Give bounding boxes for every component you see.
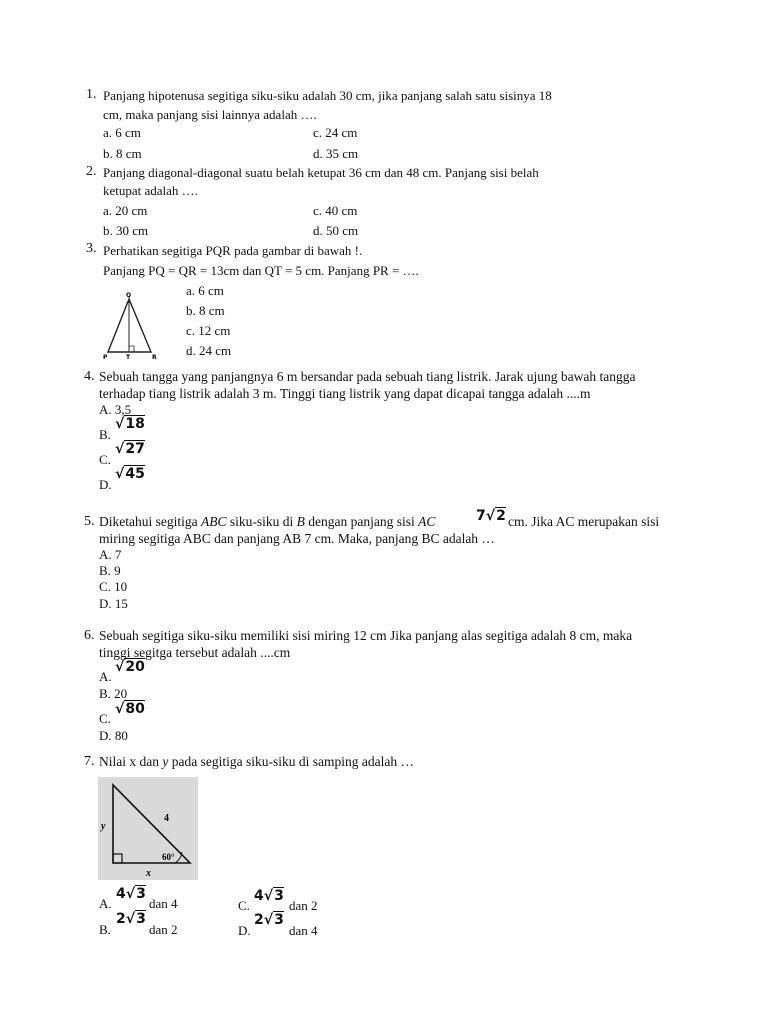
sqrt-value: √80 xyxy=(115,701,145,717)
question-number: 4. xyxy=(84,369,95,384)
question-text: Sebuah segitiga siku-siku memiliki sisi miring 12 cm Jika panjang alas segitiga adalah 8 cm, maka xyxy=(99,628,633,643)
question-number: 1. xyxy=(86,87,97,102)
option-text: dan 2 xyxy=(289,898,318,913)
option-a-label: A. xyxy=(99,669,112,684)
option-a: A. 7 xyxy=(99,547,122,562)
question-number: 5. xyxy=(84,514,95,529)
option-b-label: B. xyxy=(99,427,111,442)
option-text: dan 4 xyxy=(149,896,178,911)
question-text: cm, maka panjang sisi lainnya adalah …. xyxy=(103,107,317,122)
triangle-pqr-figure xyxy=(100,290,162,360)
question-text: ketupat adalah …. xyxy=(103,183,198,198)
option-text: dan 4 xyxy=(289,923,318,938)
option-a: a. 6 cm xyxy=(186,283,224,298)
option-c-label: C. xyxy=(99,711,111,726)
question-number: 7. xyxy=(84,754,95,769)
option-d: d. 35 cm xyxy=(313,146,359,161)
sqrt-value: 2√3 xyxy=(116,911,146,927)
vertex-label: Q xyxy=(126,292,132,299)
sqrt-value: 4√3 xyxy=(254,888,284,904)
sqrt-value: √45 xyxy=(115,466,145,482)
question-text: tinggi segitga tersebut adalah ....cm xyxy=(99,645,291,660)
vertex-label: P xyxy=(103,354,108,360)
option-b: B. 20 xyxy=(99,686,128,701)
option-c-label: C. xyxy=(99,452,111,467)
option-a: a. 6 cm xyxy=(103,125,141,140)
side-label: 4 xyxy=(164,813,169,824)
option-d: D. 15 xyxy=(99,596,128,611)
option-d: d. 24 cm xyxy=(186,343,232,358)
option-c-label: C. xyxy=(238,898,250,913)
question-text: Panjang hipotenusa segitiga siku-siku adalah 30 cm, jika panjang salah satu sisinya 18 xyxy=(103,88,552,103)
option-d: D. 80 xyxy=(99,728,128,743)
sqrt-value: √20 xyxy=(115,659,145,675)
question-number: 3. xyxy=(86,241,97,256)
right-triangle-figure xyxy=(98,777,198,880)
sqrt-value: 2√3 xyxy=(254,912,284,928)
vertex-label: R xyxy=(152,354,157,360)
question-text: cm. Jika AC merupakan sisi xyxy=(508,514,660,529)
side-label: y xyxy=(101,821,106,832)
option-d-label: D. xyxy=(238,923,251,938)
question-text: Diketahui segitiga ABC siku-siku di B dengan panjang sisi AC xyxy=(99,514,436,529)
question-text: Panjang PQ = QR = 13cm dan QT = 5 cm. Panjang PR = …. xyxy=(103,263,419,278)
option-b: b. 8 cm xyxy=(103,146,142,161)
question-text: Nilai x dan y pada segitiga siku-siku di samping adalah … xyxy=(99,754,414,769)
question-number: 6. xyxy=(84,628,95,643)
question-text: Perhatikan segitiga PQR pada gambar di bawah !. xyxy=(103,243,363,258)
option-d-label: D. xyxy=(99,477,112,492)
option-a: A. 3,5 xyxy=(99,402,132,417)
option-b: B. 9 xyxy=(99,563,121,578)
option-a: a. 20 cm xyxy=(103,203,148,218)
side-label: x xyxy=(146,868,151,879)
sqrt-value: √18 xyxy=(115,416,145,432)
option-text: dan 2 xyxy=(149,922,178,937)
option-c: c. 12 cm xyxy=(186,323,231,338)
option-c: c. 40 cm xyxy=(313,203,358,218)
vertex-label: T xyxy=(126,354,131,360)
question-number: 2. xyxy=(86,164,97,179)
option-b-label: B. xyxy=(99,922,111,937)
option-b: b. 8 cm xyxy=(186,303,225,318)
sqrt-value: √27 xyxy=(115,441,145,457)
sqrt-value: 4√3 xyxy=(116,886,146,902)
question-text: miring segitiga ABC dan panjang AB 7 cm. Maka, panjang BC adalah … xyxy=(99,531,495,546)
option-d: d. 50 cm xyxy=(313,223,359,238)
option-c: c. 24 cm xyxy=(313,125,358,140)
sqrt-value: 7√2 xyxy=(476,508,506,524)
question-text: Sebuah tangga yang panjangnya 6 m bersandar pada sebuah tiang listrik. Jarak ujung bawah tangga xyxy=(99,369,636,384)
option-a-label: A. xyxy=(99,896,112,911)
option-c: C. 10 xyxy=(99,579,128,594)
question-text: Panjang diagonal-diagonal suatu belah ketupat 36 cm dan 48 cm. Panjang sisi belah xyxy=(103,165,539,180)
question-text: terhadap tiang listrik adalah 3 m. Tinggi tiang listrik yang dapat dicapai tangga adalah ....m xyxy=(99,386,591,401)
angle-label: 60° xyxy=(162,852,175,862)
option-b: b. 30 cm xyxy=(103,223,149,238)
